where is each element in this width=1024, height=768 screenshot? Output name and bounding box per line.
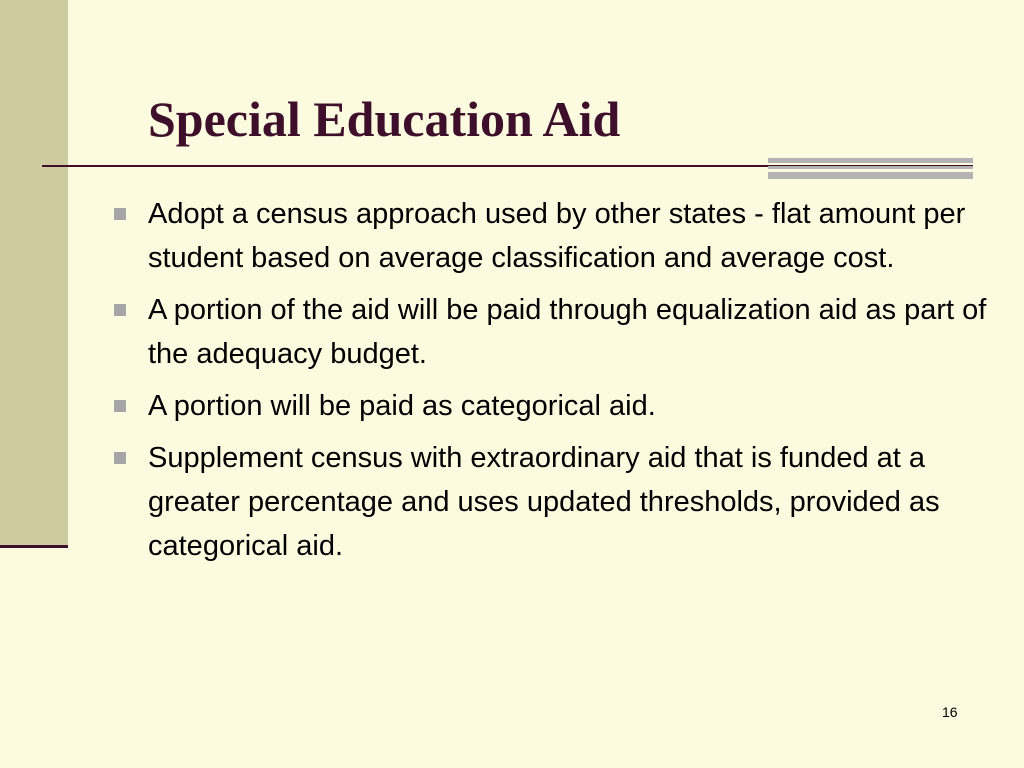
bullet-item: [110, 436, 990, 568]
bullet-item: [110, 192, 990, 280]
square-bullet-icon: [114, 452, 126, 464]
left-band-underline: [0, 545, 68, 548]
title-divider-accent: [768, 158, 973, 180]
slide-title: Special Education Aid: [148, 91, 621, 147]
bullet-text: Supplement census with extraordinary aid that is funded at a greater percentage and uses updated thresholds, provided as categorical aid.: [148, 442, 940, 562]
bullet-list: [110, 192, 990, 576]
left-decorative-band: [0, 0, 68, 546]
square-bullet-icon: [114, 208, 126, 220]
square-bullet-icon: [114, 400, 126, 412]
page-number: 16: [942, 704, 958, 720]
bullet-text: A portion of the aid will be paid through equalization aid as part of the adequacy budget.: [148, 294, 987, 370]
square-bullet-icon: [114, 304, 126, 316]
bullet-text: Adopt a census approach used by other states - flat amount per student based on average classification and average cost.: [148, 198, 966, 274]
bullet-item: [110, 384, 990, 428]
bullet-text: A portion will be paid as categorical aid.: [148, 390, 656, 422]
bullet-item: [110, 288, 990, 376]
